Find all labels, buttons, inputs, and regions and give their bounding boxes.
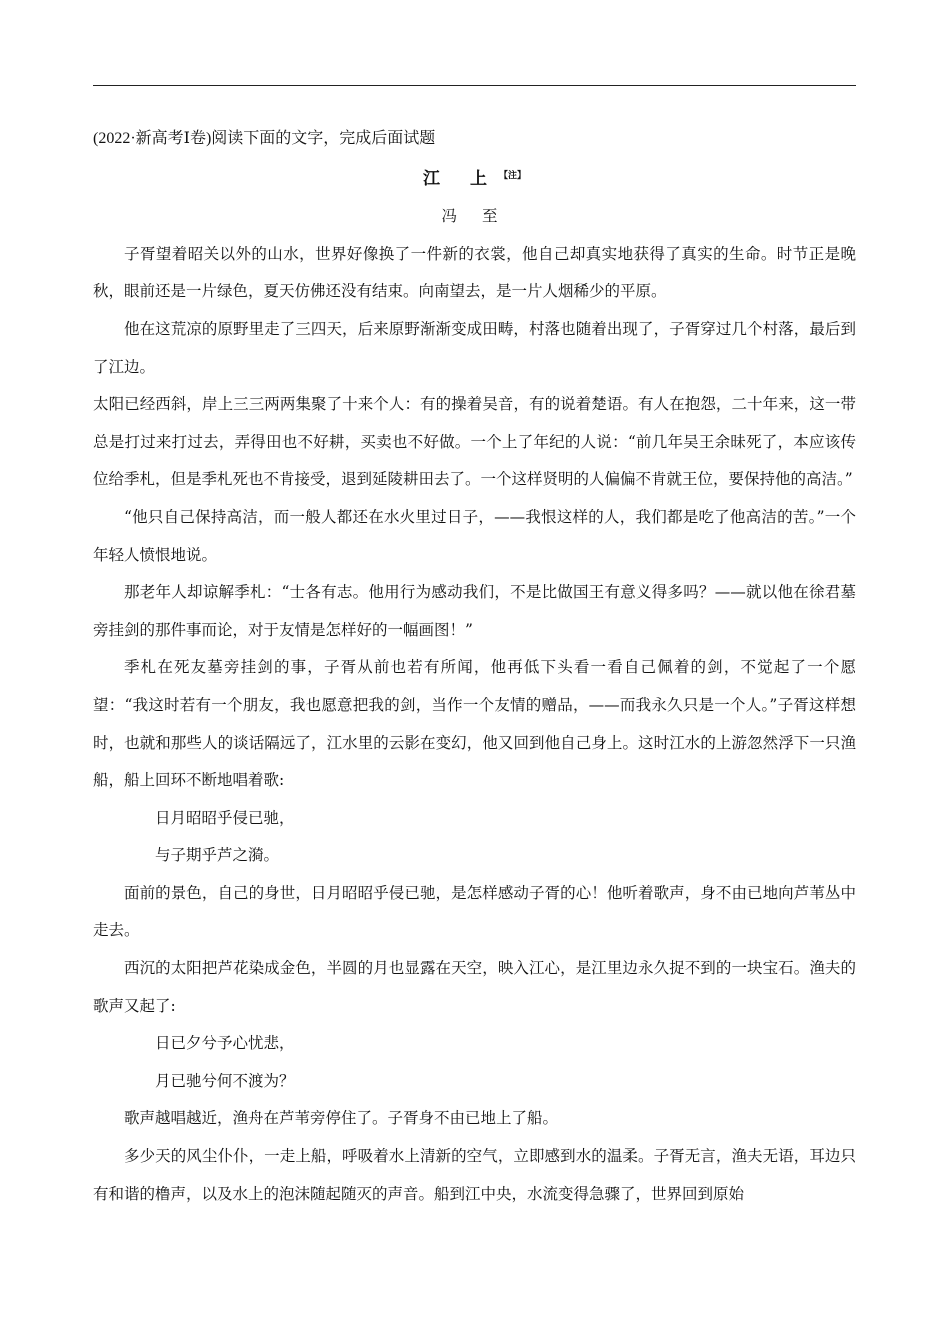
title-note: 【注】 (498, 170, 526, 181)
paragraph: 子胥望着昭关以外的山水，世界好像换了一件新的衣裳，他自己却真实地获得了真实的生命。时节正是晚秋，眼前还是一片绿色，夏天仿佛还没有结束。向南望去，是一片人烟稀少的平原。 (93, 244, 856, 301)
author-name: 冯 至 (441, 207, 508, 226)
paragraph: 多少天的风尘仆仆，一走上船，呼吸着水上清新的空气，立即感到水的温柔。子胥无言，渔夫无语，耳边只有和谐的橹声，以及水上的泡沫随起随灭的声音。船到江中央，水流变得急骤了，世界回到原始 (93, 1147, 856, 1203)
header-rule (93, 85, 856, 86)
paragraph: 那老年人却谅解季札：“士各有志。他用行为感动我们，不是比做国王有意义得多吗？——就以他在徐君墓旁挂剑的那件事而论，对于友情是怎样好的一幅画图！” (93, 583, 856, 639)
paragraph: “他只自己保持高洁，而一般人都还在水火里过日子，——我恨这样的人，我们都是吃了他高洁的苦。”一个年轻人愤恨地说。 (93, 507, 856, 564)
song-verse: 与子期乎芦之漪。 (155, 846, 280, 865)
song-verse: 日已夕兮予心忧悲， (155, 1034, 295, 1053)
song-verse: 月已驰兮何不渡为？ (155, 1071, 295, 1090)
paragraph: 西沉的太阳把芦花染成金色，半圆的月也显露在天空，映入江心，是江里边永久捉不到的一块宝石。渔夫的歌声又起了: (93, 959, 856, 1015)
song-verse: 日月昭昭乎侵已驰， (155, 808, 295, 827)
paragraph: 太阳已经西斜，岸上三三两两集聚了十来个人：有的操着吴音，有的说着楚语。有人在抱怨，二十年来，这一带总是打过来打过去，弄得田也不好耕，买卖也不好做。一个上了年纪的人说：“前几年吴王余昧死了，本应该传位给季札，但是季札死也不肯接受，退到延陵耕田去了。一个这样贤明的人偏偏不肯就王位，要保持他的高洁。” (93, 395, 856, 489)
paragraph: 他在这荒凉的原野里走了三四天，后来原野渐渐变成田畴，村落也随着出现了，子胥穿过几个村落，最后到了江边。 (93, 319, 856, 376)
title-text: 江 上 (423, 168, 499, 189)
page-title (93, 158, 856, 199)
source-line: (2022·新高考Ⅰ卷)阅读下面的文字，完成后面试题 (93, 130, 436, 147)
document-body (93, 120, 856, 1213)
paragraph: 歌声越唱越近，渔舟在芦苇旁停住了。子胥身不由已地上了船。 (124, 1109, 559, 1128)
paragraph: 季札在死友墓旁挂剑的事，子胥从前也若有所闻，他再低下头看一看自己佩着的剑，不觉起了一个愿望：“我这时若有一个朋友，我也愿意把我的剑，当作一个友情的赠品，——而我永久只是一个人。”子胥这样想时，也就和那些人的谈话隔远了，江水里的云影在变幻，他又回到他自己身上。这时江水的上游忽然浮下一只渔船，船上回环不断地唱着歌: (93, 658, 856, 790)
paragraph: 面前的景色，自己的身世，日月昭昭乎侵已驰，是怎样感动子胥的心！他听着歌声，身不由已地向芦苇丛中走去。 (93, 883, 856, 940)
